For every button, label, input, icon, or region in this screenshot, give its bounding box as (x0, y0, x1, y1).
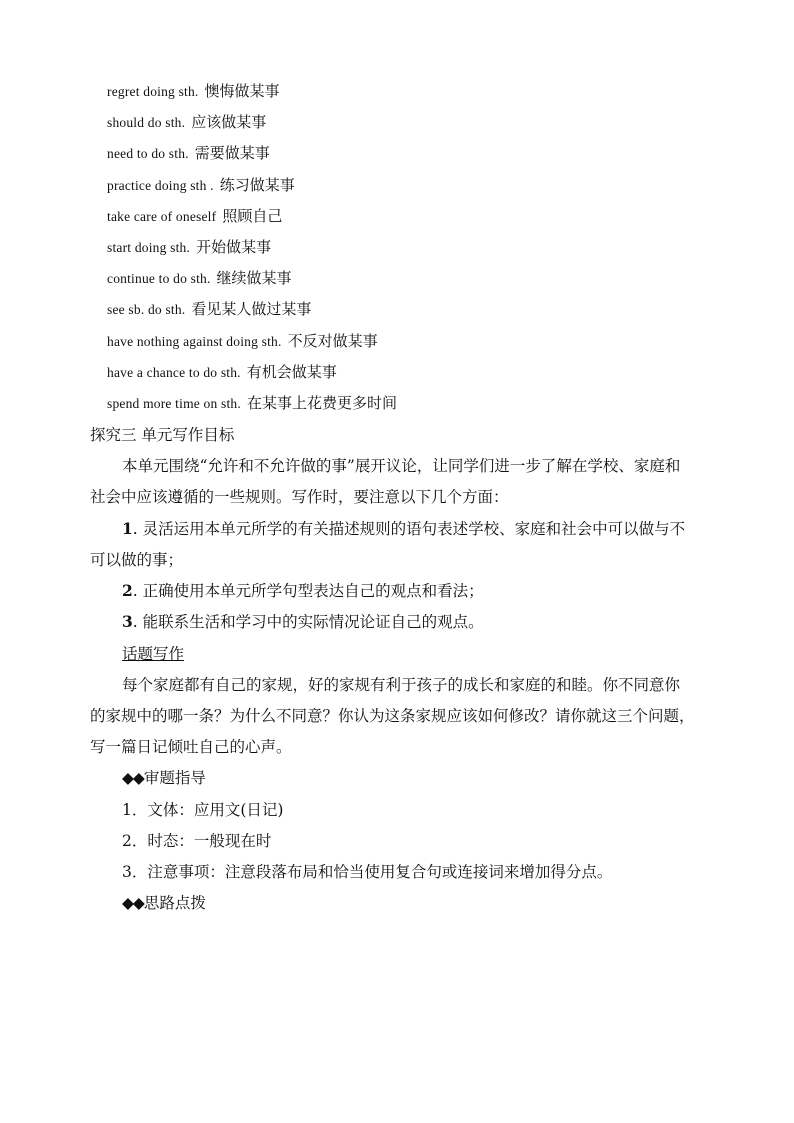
guide-heading: ◆◆审题指导 (122, 769, 206, 787)
intro-line-2: 社会中应该遵循的一些规则。写作时，要注意以下几个方面： (90, 488, 509, 506)
guide-item: 2．时态：一般现在时 (122, 832, 272, 850)
diamond-bullet-icon: ◆◆ (122, 769, 144, 787)
phrase-item: practice doing sth . 练习做某事 (107, 176, 295, 194)
diamond-bullet-icon: ◆◆ (122, 894, 144, 912)
topic-title: 话题写作 (122, 645, 185, 663)
section-title: 探究三 单元写作目标 (90, 426, 235, 444)
guide-item: 3．注意事项：注意段落布局和恰当使用复合句或连接词来增加得分点。 (122, 863, 613, 881)
topic-line-1: 每个家庭都有自己的家规，好的家规有利于孩子的成长和家庭的和睦。你不同意你 (122, 676, 681, 694)
topic-line-3: 写一篇日记倾吐自己的心声。 (90, 738, 292, 756)
topic-line-2: 的家规中的哪一条？为什么不同意？你认为这条家规应该如何修改？请你就这三个问题， (90, 707, 695, 725)
phrase-item: have nothing against doing sth. 不反对做某事 (107, 332, 378, 350)
phrase-item: have a chance to do sth. 有机会做某事 (107, 363, 337, 381)
phrase-item: take care of oneself 照顾自己 (107, 207, 283, 225)
point-1-cont: 可以做的事； (90, 551, 184, 569)
phrase-item: see sb. do sth. 看见某人做过某事 (107, 300, 312, 318)
point-2: 2. 正确使用本单元所学句型表达自己的观点和看法； (122, 581, 484, 600)
guide-item: 1．文体：应用文(日记) (122, 801, 284, 819)
phrase-item: spend more time on sth. 在某事上花费更多时间 (107, 394, 397, 412)
phrase-item: should do sth. 应该做某事 (107, 113, 267, 131)
intro-line-1: 本单元围绕“允许和不允许做的事”展开议论，让同学们进一步了解在学校、家庭和 (122, 457, 681, 475)
phrase-item: need to do sth. 需要做某事 (107, 144, 270, 162)
ideas-heading: ◆◆思路点拨 (122, 894, 206, 912)
phrase-item: continue to do sth. 继续做某事 (107, 269, 292, 287)
phrase-item: start doing sth. 开始做某事 (107, 238, 272, 256)
point-3: 3. 能联系生活和学习中的实际情况论证自己的观点。 (122, 612, 484, 631)
point-1: 1. 灵活运用本单元所学的有关描述规则的语句表述学校、家庭和社会中可以做与不 (122, 519, 686, 538)
phrase-item: regret doing sth. 懊悔做某事 (107, 82, 280, 100)
